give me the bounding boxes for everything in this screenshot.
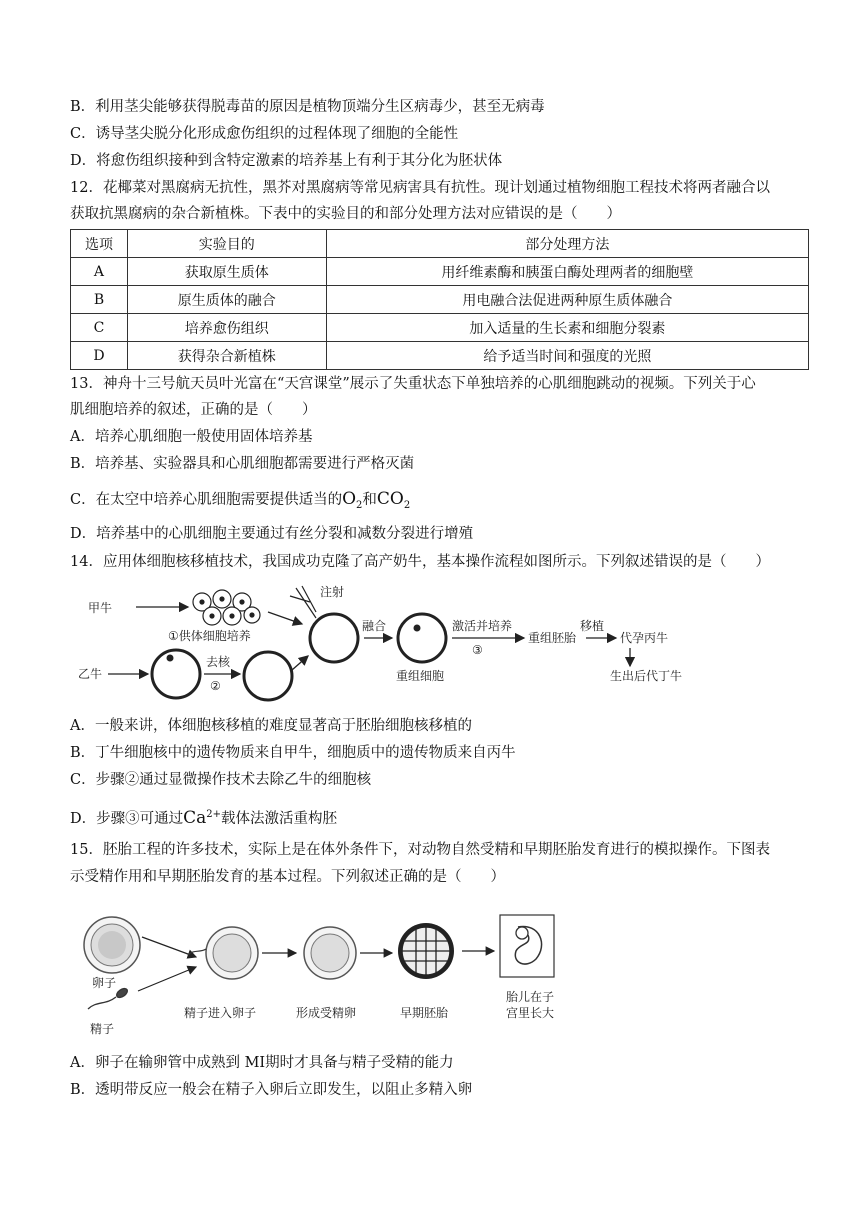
q12-table xyxy=(70,229,809,370)
q13-option-c-and: 和 xyxy=(362,492,377,508)
table-cell: 培养愈伤组织 xyxy=(127,314,326,342)
injected-cell-icon xyxy=(310,614,358,662)
table-cell: D xyxy=(71,342,128,370)
q14-stem: 14．应用体细胞核移植技术，我国成功克隆了高产奶牛，基本操作流程如图所示。下列叙述错误的是（ ） xyxy=(70,554,770,570)
transfer-label: 移植 xyxy=(580,619,605,633)
reconstructed-cell-icon xyxy=(398,614,446,662)
egg-label: 卵子 xyxy=(92,976,117,990)
fetus-label-line2: 宫里长大 xyxy=(506,1006,555,1020)
q15-stem-line1: 15．胚胎工程的许多技术，实际上是在体外条件下，对动物自然受精和早期胚胎发育进行的模拟操作。下图表 xyxy=(70,842,770,858)
table-cell: 用纤维素酶和胰蛋白酶处理两者的细胞壁 xyxy=(326,258,808,286)
table-cell: C xyxy=(71,314,128,342)
q14-option-d-post: 载体法激活重构胚 xyxy=(221,810,338,827)
sperm-enter-label: 精子进入卵子 xyxy=(184,1006,257,1020)
q14-option-d xyxy=(70,805,337,829)
o2-subscript: 2 xyxy=(356,499,363,511)
oocyte-icon xyxy=(152,650,200,698)
co2-subscript: 2 xyxy=(403,499,411,511)
table-header: 部分处理方法 xyxy=(326,230,808,258)
zygote-label: 形成受精卵 xyxy=(296,1006,357,1020)
fertilization-figure xyxy=(70,905,590,1045)
q14-option-a: A．一般来讲，体细胞核移植的难度显著高于胚胎细胞核移植的 xyxy=(70,718,472,734)
ca-formula: Ca xyxy=(183,807,207,828)
step2-label: ② xyxy=(210,679,221,693)
co2-formula: CO xyxy=(376,489,404,509)
sperm-icon xyxy=(88,987,129,1009)
table-header-row xyxy=(71,230,809,258)
egg-icon xyxy=(84,917,140,973)
step3-label: ③ xyxy=(472,643,483,657)
fetus-icon xyxy=(500,915,554,977)
q15-stem-line2: 示受精作用和早期胚胎发育的基本过程。下列叙述正确的是（ ） xyxy=(70,869,505,885)
q14-option-d-text: D．步骤③可通过 xyxy=(70,810,184,827)
table-cell: 获得杂合新植株 xyxy=(127,342,326,370)
offspring-label: 生出后代丁牛 xyxy=(610,669,683,683)
q13-option-a: A．培养心肌细胞一般使用固体培养基 xyxy=(70,429,313,445)
table-header: 选项 xyxy=(71,230,128,258)
q13-option-c-text: C．在太空中培养心肌细胞需要提供适当的 xyxy=(70,492,343,508)
fetus-label-line1: 胎儿在子 xyxy=(506,990,555,1004)
q12-stem-line2: 获取抗黑腐病的杂合新植株。下表中的实验目的和部分处理方法对应错误的是（ ） xyxy=(70,206,621,222)
injection-needle-icon xyxy=(290,586,316,618)
nucleus-icon xyxy=(167,655,174,662)
early-embryo-icon xyxy=(398,923,454,979)
q13-option-c xyxy=(70,489,410,516)
surrogate-label: 代孕丙牛 xyxy=(620,631,669,645)
yi-cow-label: 乙牛 xyxy=(78,667,103,681)
table-header: 实验目的 xyxy=(127,230,326,258)
ca-superscript: 2+ xyxy=(206,809,222,820)
step1-label: ①供体细胞培养 xyxy=(168,629,251,643)
table-row xyxy=(71,286,809,314)
recon-cell-label: 重组细胞 xyxy=(396,669,445,683)
table-cell: A xyxy=(71,258,128,286)
table-row xyxy=(71,342,809,370)
table-row xyxy=(71,314,809,342)
arrow xyxy=(292,656,308,670)
q13-option-b: B．培养基、实验器具和心肌细胞都需要进行严格灭菌 xyxy=(70,456,415,472)
zygote-icon xyxy=(304,927,356,979)
inject-label: 注射 xyxy=(320,585,345,599)
table-cell: 原生质体的融合 xyxy=(127,286,326,314)
q13-option-d: D．培养基中的心肌细胞主要通过有丝分裂和减数分裂进行增殖 xyxy=(70,526,474,542)
q13-stem-line2: 肌细胞培养的叙述，正确的是（ ） xyxy=(70,402,317,418)
q11-option-d: D．将愈伤组织接种到含特定激素的培养基上有利于其分化为胚状体 xyxy=(70,153,503,169)
enucleated-oocyte-icon xyxy=(244,652,292,700)
table-cell: 用电融合法促进两种原生质体融合 xyxy=(326,286,808,314)
arrow xyxy=(138,967,196,991)
recon-embryo-label: 重组胚胎 xyxy=(528,631,577,645)
arrow xyxy=(268,612,302,624)
table-cell: 获取原生质体 xyxy=(127,258,326,286)
o2-formula: O xyxy=(342,489,357,509)
donor-cells-icon xyxy=(193,590,260,625)
fusion-label: 融合 xyxy=(362,619,387,633)
q15-option-b: B．透明带反应一般会在精子入卵后立即发生，以阻止多精入卵 xyxy=(70,1082,473,1098)
q13-stem-line1: 13．神舟十三号航天员叶光富在“天宫课堂”展示了失重状态下单独培养的心肌细胞跳动的视频。下列关于心 xyxy=(70,376,756,392)
q12-stem-line1: 12．花椰菜对黑腐病无抗性，黑芥对黑腐病等常见病害具有抗性。现计划通过植物细胞工程技术将两者融合以 xyxy=(70,180,770,196)
table-cell: B xyxy=(71,286,128,314)
q14-option-c: C．步骤②通过显微操作技术去除乙牛的细胞核 xyxy=(70,772,372,788)
q14-option-b: B．丁牛细胞核中的遗传物质来自甲牛，细胞质中的遗传物质来自丙牛 xyxy=(70,745,516,761)
remove-nucleus-label: 去核 xyxy=(206,655,231,669)
jia-cow-label: 甲牛 xyxy=(88,601,113,615)
cloning-flowchart xyxy=(70,582,720,707)
table-cell: 加入适量的生长素和细胞分裂素 xyxy=(326,314,808,342)
sperm-entering-egg-icon xyxy=(188,927,258,979)
early-embryo-label: 早期胚胎 xyxy=(400,1006,449,1020)
nucleus-icon xyxy=(414,625,421,632)
table-row xyxy=(71,258,809,286)
q15-option-a: A．卵子在输卵管中成熟到 MⅠ期时才具备与精子受精的能力 xyxy=(70,1055,454,1071)
q11-option-b: B．利用茎尖能够获得脱毒苗的原因是植物顶端分生区病毒少，甚至无病毒 xyxy=(70,99,545,115)
sperm-label: 精子 xyxy=(90,1022,115,1036)
table-cell: 给予适当时间和强度的光照 xyxy=(326,342,808,370)
activate-label: 激活并培养 xyxy=(452,619,513,633)
q11-option-c: C．诱导茎尖脱分化形成愈伤组织的过程体现了细胞的全能性 xyxy=(70,126,459,142)
arrow xyxy=(142,937,196,957)
